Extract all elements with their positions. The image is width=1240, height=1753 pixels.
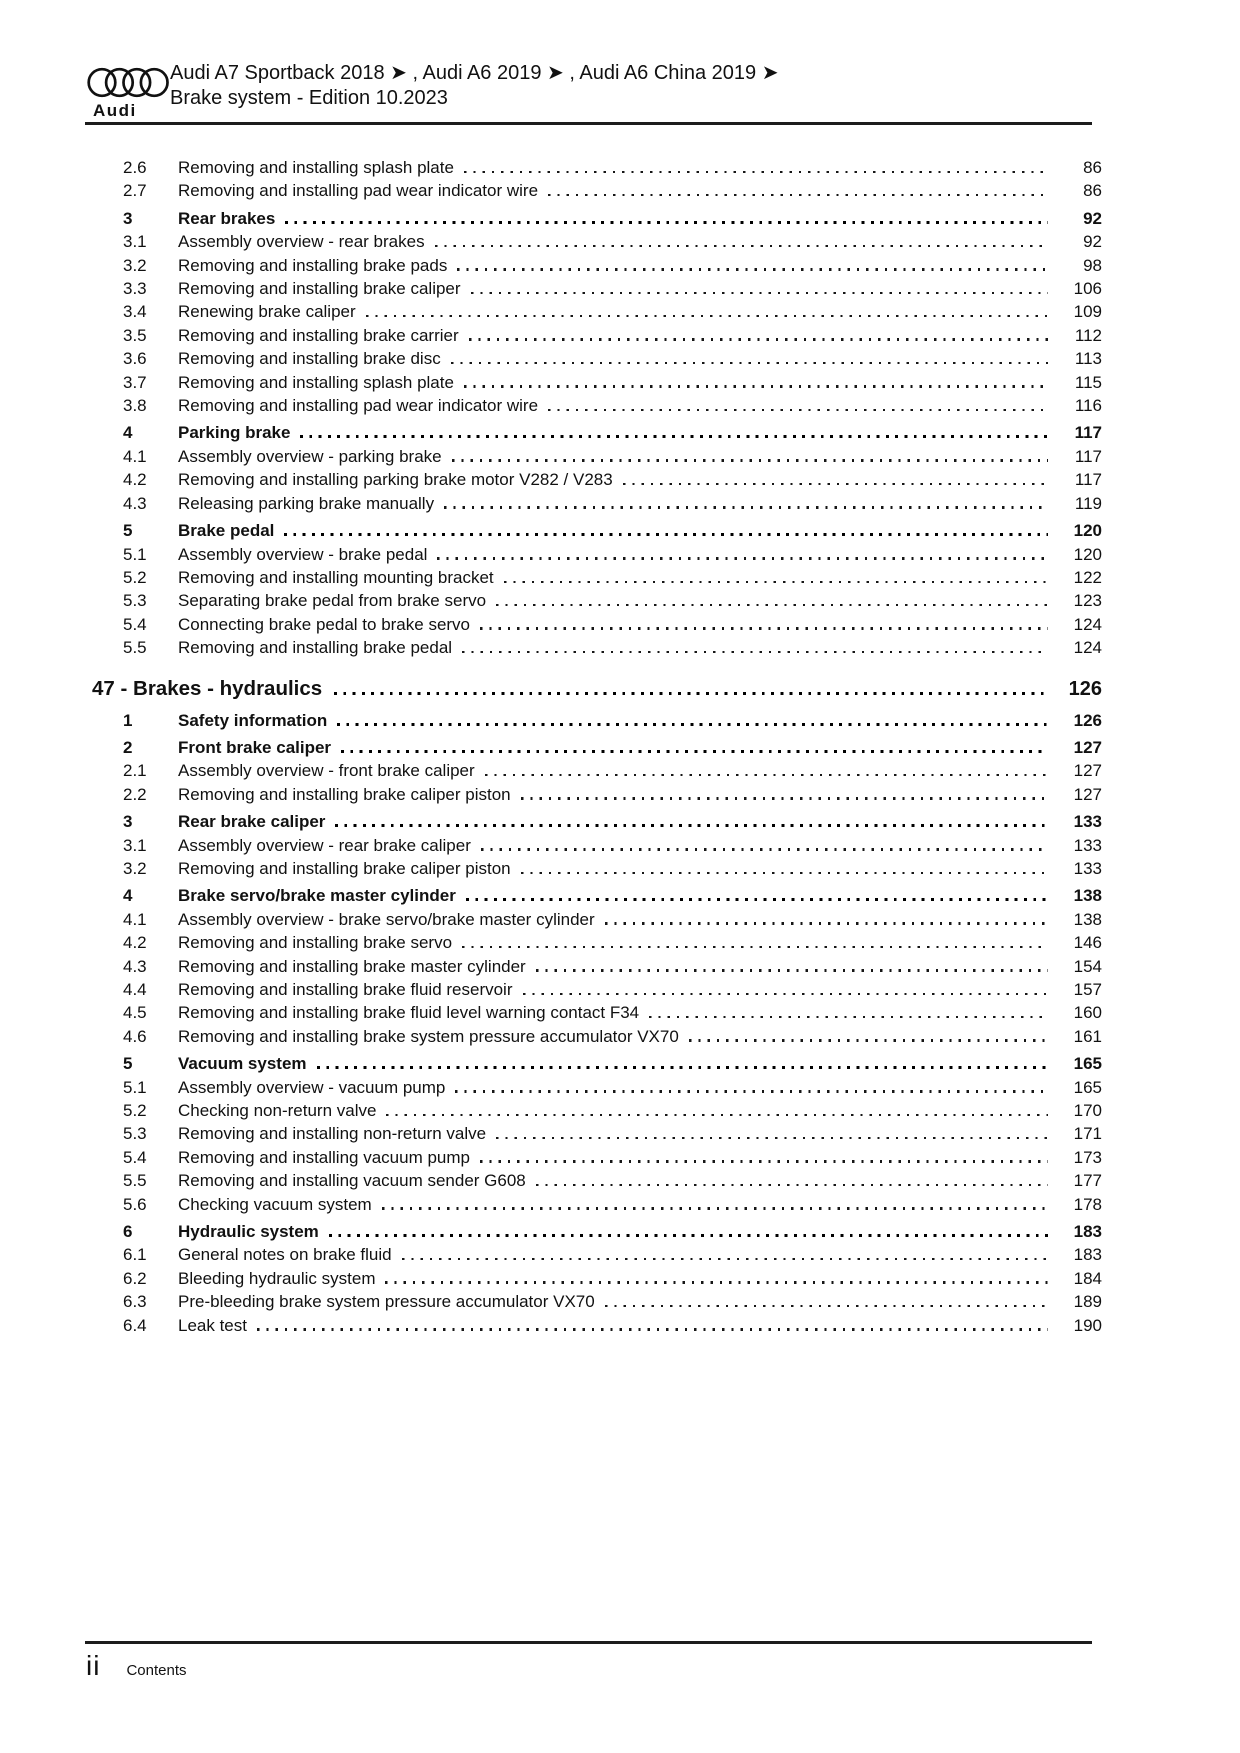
dot-leader (521, 872, 1048, 874)
toc-entry-number: 5.4 (123, 1147, 147, 1167)
toc-entry-number: 4.3 (123, 493, 147, 513)
toc-entry (92, 300, 1102, 323)
toc-entry (92, 324, 1102, 347)
toc-entry-page: 109 (1073, 302, 1102, 322)
toc-entry-title: Removing and installing vacuum sender G608 (178, 1171, 526, 1191)
toc-entry-number: 3.1 (123, 835, 147, 855)
footer-page-number: ii (86, 1650, 101, 1681)
toc-entry (92, 1267, 1102, 1290)
toc-entry-number: 6 (123, 1222, 133, 1242)
toc-entry (92, 1099, 1102, 1122)
table-of-contents (92, 156, 1102, 1337)
dot-leader (257, 1328, 1048, 1330)
toc-entry-page: 92 (1083, 208, 1102, 228)
dot-leader (452, 459, 1048, 461)
toc-entry-number: 3.7 (123, 372, 147, 392)
toc-entry-title: Brake pedal (178, 521, 275, 541)
toc-entry (92, 1122, 1102, 1145)
dot-leader (464, 385, 1048, 387)
toc-entry-page: 184 (1073, 1268, 1102, 1288)
toc-entry-page: 112 (1074, 325, 1102, 345)
toc-chapter-title: 47 - Brakes - hydraulics (92, 676, 323, 700)
dot-leader (386, 1114, 1048, 1116)
toc-entry-number: 5.3 (123, 1124, 147, 1144)
toc-entry-title: Assembly overview - brake servo/brake master cylinder (178, 909, 595, 929)
toc-entry-page: 126 (1073, 710, 1102, 730)
toc-entry-number: 3.1 (123, 232, 147, 252)
toc-entry-page: 117 (1074, 470, 1102, 490)
toc-entry-title: Removing and installing brake disc (178, 349, 441, 369)
header-divider (85, 122, 1092, 125)
dot-leader (504, 581, 1048, 583)
document-header (170, 61, 778, 111)
header-models-line: Audi A7 Sportback 2018 ➤ , Audi A6 2019 ➤ , Audi A6 China 2019 ➤ (170, 62, 779, 84)
toc-entry (92, 1193, 1102, 1216)
dot-leader (536, 969, 1048, 971)
toc-entry-title: Removing and installing brake caliper piston (178, 784, 511, 804)
toc-entry (92, 884, 1102, 907)
toc-entry-page: 124 (1073, 614, 1102, 634)
toc-entry-number: 3 (123, 208, 133, 228)
toc-entry-page: 133 (1073, 835, 1102, 855)
toc-entry (92, 908, 1102, 931)
toc-entry-title: Parking brake (178, 423, 291, 443)
toc-entry-title: Rear brakes (178, 208, 276, 228)
dot-leader (523, 993, 1049, 995)
toc-entry-title: Removing and installing brake carrier (178, 325, 459, 345)
dot-leader (300, 435, 1048, 438)
toc-entry-page: 86 (1083, 181, 1102, 201)
dot-leader (444, 506, 1048, 508)
toc-entry (92, 783, 1102, 806)
dot-leader (521, 797, 1048, 799)
toc-entry-number: 3.6 (123, 349, 147, 369)
toc-chapter-page: 126 (1068, 677, 1102, 700)
dot-leader (536, 1184, 1048, 1186)
toc-entry-page: 117 (1074, 423, 1102, 443)
toc-entry-number: 4.6 (123, 1026, 147, 1046)
dot-leader (496, 1137, 1048, 1139)
toc-entry-title: Removing and installing brake fluid reservoir (178, 980, 513, 999)
toc-entry (92, 857, 1102, 880)
toc-entry-title: Checking non-return valve (178, 1101, 377, 1121)
toc-entry-page: 190 (1073, 1315, 1102, 1335)
toc-entry-page: 127 (1073, 761, 1102, 781)
toc-entry-number: 6.3 (123, 1292, 147, 1312)
toc-entry-number: 3.3 (123, 279, 147, 299)
toc-entry (92, 589, 1102, 612)
toc-entry-page: 124 (1073, 638, 1102, 658)
footer-divider (85, 1641, 1092, 1644)
toc-entry-page: 160 (1073, 1003, 1102, 1023)
toc-entry-number: 5.2 (123, 567, 147, 587)
toc-entry-number: 5.1 (123, 544, 147, 564)
toc-entry-number: 4.5 (123, 1003, 147, 1023)
toc-entry-title: Removing and installing pad wear indicator wire (178, 396, 539, 416)
toc-entry-number: 2.1 (123, 761, 147, 781)
toc-entry-title: General notes on brake fluid (178, 1245, 392, 1265)
toc-entry-page: 127 (1073, 784, 1102, 804)
toc-entry-number: 2.7 (123, 181, 147, 201)
dot-leader (623, 483, 1048, 485)
dot-leader (485, 774, 1048, 776)
toc-entry (92, 1052, 1102, 1075)
toc-entry-page: 183 (1073, 1222, 1102, 1242)
dot-leader (435, 245, 1048, 247)
dot-leader (464, 171, 1048, 173)
dot-leader (341, 750, 1048, 753)
toc-entry (92, 1001, 1102, 1024)
toc-entry-page: 138 (1073, 886, 1102, 906)
toc-entry-page: 165 (1073, 1054, 1102, 1074)
toc-entry-title: Removing and installing brake fluid level warning contact F34 (178, 1003, 640, 1023)
toc-entry-title: Separating brake pedal from brake servo (178, 591, 487, 611)
toc-entry-number: 5.1 (123, 1077, 147, 1097)
toc-entry-title: Hydraulic system (178, 1222, 319, 1242)
toc-entry (92, 810, 1102, 833)
page-footer (86, 1650, 187, 1682)
toc-entry-title: Assembly overview - brake pedal (178, 544, 428, 564)
toc-entry-title: Removing and installing splash plate (178, 372, 454, 392)
dot-leader (457, 268, 1048, 270)
toc-entry (92, 254, 1102, 277)
dot-leader (462, 946, 1048, 948)
dot-leader (451, 362, 1048, 364)
toc-entry (92, 978, 1102, 1001)
toc-entry-number: 4.3 (123, 956, 147, 976)
toc-entry-page: 120 (1073, 544, 1102, 564)
footer-section-label: Contents (126, 1662, 187, 1679)
toc-entry-page: 146 (1073, 933, 1102, 953)
dot-leader (382, 1207, 1048, 1209)
toc-entry-number: 6.2 (123, 1268, 147, 1288)
toc-entry-title: Removing and installing brake pads (178, 255, 448, 275)
audi-logo (87, 66, 171, 121)
toc-entry-title: Removing and installing non-return valve (178, 1124, 487, 1144)
toc-entry-page: 178 (1073, 1194, 1102, 1214)
toc-entry-number: 5.3 (123, 591, 147, 611)
dot-leader (548, 194, 1048, 196)
toc-entry (92, 230, 1102, 253)
toc-entry-title: Removing and installing pad wear indicator wire (178, 181, 539, 201)
toc-entry-number: 4.1 (123, 909, 147, 929)
toc-entry (92, 1243, 1102, 1266)
toc-entry (92, 1076, 1102, 1099)
audi-wordmark: Audi (93, 101, 137, 120)
toc-entry-page: 116 (1074, 396, 1102, 416)
toc-entry-page: 133 (1073, 812, 1102, 832)
dot-leader (337, 723, 1048, 726)
toc-entry-title: Assembly overview - parking brake (178, 446, 442, 466)
toc-entry (92, 834, 1102, 857)
toc-entry-title: Removing and installing vacuum pump (178, 1147, 470, 1167)
toc-entry-number: 3.2 (123, 858, 147, 878)
toc-entry-number: 1 (123, 710, 133, 730)
dot-leader (605, 1305, 1048, 1307)
toc-entry-page: 177 (1073, 1171, 1102, 1191)
toc-entry (92, 421, 1102, 444)
toc-entry-page: 106 (1073, 279, 1102, 299)
toc-entry-page: 123 (1073, 591, 1102, 611)
toc-entry (92, 1025, 1102, 1048)
toc-entry-number: 2.2 (123, 784, 147, 804)
dot-leader (471, 292, 1048, 294)
toc-entry-number: 4.4 (123, 980, 147, 999)
toc-entry-number: 5.5 (123, 638, 147, 658)
toc-entry-number: 5.4 (123, 614, 147, 634)
dot-leader (334, 692, 1048, 695)
toc-entry-page: 86 (1083, 158, 1102, 177)
toc-entry (92, 1169, 1102, 1192)
toc-entry-title: Safety information (178, 710, 328, 730)
toc-entry-title: Vacuum system (178, 1054, 307, 1074)
toc-entry-page: 165 (1073, 1077, 1102, 1097)
toc-entry-page: 133 (1073, 858, 1102, 878)
toc-entry-title: Checking vacuum system (178, 1194, 372, 1214)
dot-leader (385, 1281, 1048, 1283)
toc-entry (92, 1220, 1102, 1243)
toc-entry-page: 138 (1073, 909, 1102, 929)
toc-entry-page: 122 (1073, 567, 1102, 587)
toc-entry-number: 4 (123, 886, 133, 906)
toc-entry-page: 98 (1083, 255, 1102, 275)
toc-entry-page: 92 (1083, 232, 1102, 252)
toc-entry-page: 189 (1073, 1292, 1102, 1312)
toc-entry-page: 119 (1074, 493, 1102, 513)
dot-leader (466, 898, 1048, 901)
toc-entry-page: 173 (1073, 1147, 1102, 1167)
toc-entry-title: Brake servo/brake master cylinder (178, 886, 456, 906)
toc-entry (92, 347, 1102, 370)
toc-entry (92, 468, 1102, 491)
toc-entry (92, 955, 1102, 978)
toc-entry (92, 736, 1102, 759)
toc-entry-title: Releasing parking brake manually (178, 493, 435, 513)
toc-entry (92, 371, 1102, 394)
toc-entry (92, 759, 1102, 782)
toc-entry-number: 4.1 (123, 446, 147, 466)
toc-entry-number: 2 (123, 737, 133, 757)
toc-entry-number: 4.2 (123, 470, 147, 490)
toc-entry (92, 1290, 1102, 1313)
dot-leader (329, 1234, 1048, 1237)
toc-entry-title: Assembly overview - vacuum pump (178, 1077, 446, 1097)
toc-entry-number: 4.2 (123, 933, 147, 953)
toc-entry (92, 1314, 1102, 1337)
dot-leader (480, 627, 1048, 629)
dot-leader (366, 315, 1048, 317)
toc-entry-number: 5 (123, 521, 133, 541)
toc-entry (92, 277, 1102, 300)
toc-entry-title: Renewing brake caliper (178, 302, 356, 322)
dot-leader (335, 824, 1048, 827)
dot-leader (469, 338, 1048, 340)
toc-entry-page: 161 (1073, 1026, 1102, 1046)
toc-entry-number: 3 (123, 812, 133, 832)
toc-entry-page: 120 (1073, 521, 1102, 541)
toc-entry (92, 207, 1102, 230)
toc-entry-number: 6.1 (123, 1245, 147, 1265)
toc-entry-number: 5 (123, 1054, 133, 1074)
toc-entry-page: 127 (1073, 737, 1102, 757)
toc-entry-page: 183 (1073, 1245, 1102, 1265)
toc-entry-title: Removing and installing brake caliper (178, 279, 461, 299)
toc-entry-title: Removing and installing brake caliper piston (178, 858, 511, 878)
dot-leader (285, 221, 1048, 224)
toc-entry-number: 4 (123, 423, 133, 443)
toc-entry (92, 543, 1102, 566)
toc-entry-title: Assembly overview - rear brake caliper (178, 835, 471, 855)
toc-entry (92, 445, 1102, 468)
toc-entry (92, 156, 1102, 179)
dot-leader (317, 1066, 1048, 1069)
toc-entry-title: Front brake caliper (178, 737, 332, 757)
toc-entry-title: Removing and installing splash plate (178, 158, 454, 177)
toc-entry-number: 6.4 (123, 1315, 147, 1335)
dot-leader (548, 409, 1048, 411)
toc-entry (92, 179, 1102, 202)
toc-entry-title: Assembly overview - rear brakes (178, 232, 425, 252)
toc-entry-number: 2.6 (123, 158, 147, 177)
toc-entry (92, 394, 1102, 417)
dot-leader (437, 557, 1048, 559)
toc-entry-title: Removing and installing mounting bracket (178, 567, 494, 587)
toc-entry-page: 117 (1074, 446, 1102, 466)
toc-entry-title: Removing and installing brake servo (178, 933, 453, 953)
toc-entry (92, 492, 1102, 515)
toc-entry-title: Connecting brake pedal to brake servo (178, 614, 471, 634)
toc-entry (92, 636, 1102, 659)
dot-leader (284, 533, 1048, 536)
toc-entry-number: 3.4 (123, 302, 147, 322)
toc-entry (92, 1146, 1102, 1169)
toc-entry (92, 613, 1102, 636)
dot-leader (481, 848, 1048, 850)
toc-entry-title: Rear brake caliper (178, 812, 326, 832)
dot-leader (480, 1160, 1048, 1162)
toc-entry (92, 519, 1102, 542)
toc-entry-title: Removing and installing brake master cylinder (178, 956, 526, 976)
toc-entry-number: 5.5 (123, 1171, 147, 1191)
toc-entry (92, 931, 1102, 954)
dot-leader (689, 1039, 1048, 1041)
toc-entry-number: 3.5 (123, 325, 147, 345)
toc-entry-page: 170 (1073, 1101, 1102, 1121)
toc-entry-page: 157 (1073, 980, 1102, 999)
dot-leader (605, 922, 1048, 924)
toc-entry-number: 5.2 (123, 1101, 147, 1121)
toc-entry-page: 115 (1074, 372, 1102, 392)
audi-rings-icon (87, 66, 169, 99)
toc-entry-number: 5.6 (123, 1194, 147, 1214)
dot-leader (496, 604, 1048, 606)
dot-leader (462, 651, 1048, 653)
toc-chapter-heading (92, 675, 1102, 703)
toc-entry-title: Bleeding hydraulic system (178, 1268, 376, 1288)
toc-entry-page: 154 (1073, 956, 1102, 976)
toc-entry-title: Assembly overview - front brake caliper (178, 761, 475, 781)
dot-leader (455, 1090, 1048, 1092)
toc-entry (92, 709, 1102, 732)
toc-entry-page: 113 (1074, 349, 1102, 369)
toc-entry-number: 3.8 (123, 396, 147, 416)
dot-leader (402, 1258, 1048, 1260)
toc-entry-title: Removing and installing brake system pressure accumulator VX70 (178, 1026, 679, 1046)
toc-entry-title: Removing and installing brake pedal (178, 638, 453, 658)
header-subtitle: Brake system - Edition 10.2023 (170, 87, 448, 109)
toc-entry-title: Leak test (178, 1315, 247, 1335)
toc-entry-title: Removing and installing parking brake motor V282 / V283 (178, 470, 613, 490)
toc-entry-number: 3.2 (123, 255, 147, 275)
toc-entry-title: Pre-bleeding brake system pressure accumulator VX70 (178, 1292, 595, 1312)
dot-leader (649, 1016, 1048, 1018)
toc-entry-page: 171 (1073, 1124, 1102, 1144)
toc-entry (92, 566, 1102, 589)
